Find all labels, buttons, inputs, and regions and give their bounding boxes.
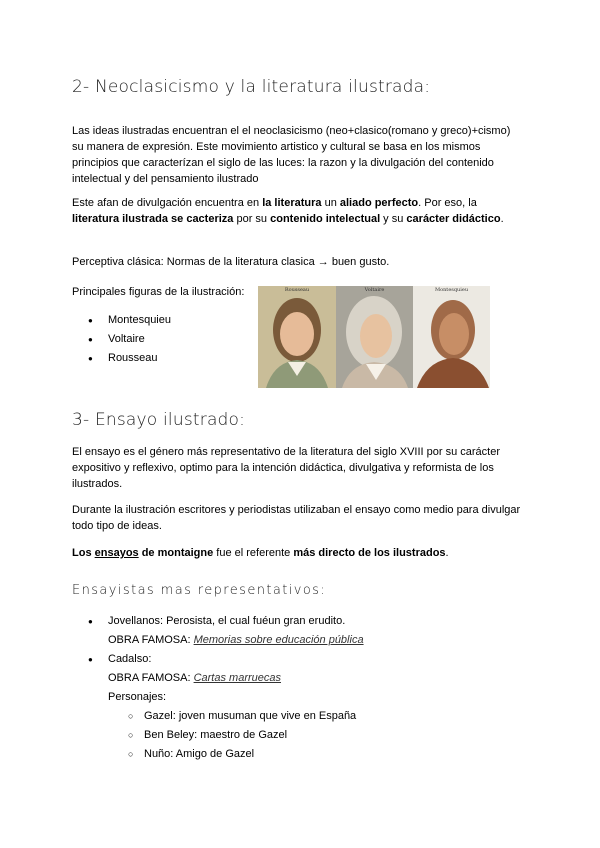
list-item: ○ Ben Beley: maestro de Gazel <box>108 726 532 745</box>
bold-text: literatura ilustrada se cacteriza <box>72 213 234 225</box>
characters-container <box>72 707 532 764</box>
ensayistas-subtitle: Ensayistas mas representativos: <box>72 583 327 598</box>
portrait-caption: Montesquieu <box>434 287 469 293</box>
author-name: Jovellanos: Perosista, el cual fuéun gran erudito. <box>108 615 346 627</box>
ensayo-paragraph: El ensayo es el género más representativo de la literatura del siglo XVIII por su carácter expositivo y reflexivo, optimo para la intención didáctica, divulgativa y reformista de los ilustrados. <box>72 446 501 490</box>
list-item: ○ Nuño: Amigo de Gazel <box>108 745 532 764</box>
montaigne-line <box>72 545 528 561</box>
neoclasicismo-paragraph: Las ideas ilustradas encuentran el el neoclasicismo (neo+clasico(romano y greco)+cismo) su manera de expresión. Este movimiento artistico y cultural se basa en los mismos principios que caracterízan el siglo de las luces: la razon y la divulgación del contenido intelectual y del pensamiento ilustrado <box>72 125 511 185</box>
list-item: ○ Gazel: joven musuman que vive en España <box>108 707 532 726</box>
rousseau-portrait <box>258 286 336 388</box>
text: Este afan de divulgación encuentra en <box>72 197 263 209</box>
text: . <box>445 547 449 559</box>
list-item: ● Voltaire <box>72 330 171 349</box>
perceptiva-line: Perceptiva clásica: Normas de la literatura clasica → buen gusto. <box>72 256 390 268</box>
bold-text: carácter didáctico <box>406 213 501 225</box>
characters-label <box>72 688 532 707</box>
montesquieu-portrait <box>413 286 490 388</box>
bold-text: Los <box>72 547 95 559</box>
text: por su <box>233 213 271 225</box>
figures-label: Principales figuras de la ilustración: <box>72 286 245 298</box>
list-item: ● Rousseau <box>72 349 171 368</box>
characters-list <box>108 707 532 764</box>
list-item-cadalso <box>72 650 532 669</box>
portrait-caption: Voltaire <box>364 287 385 293</box>
text: . Por eso, la <box>418 197 477 209</box>
work-label: OBRA FAMOSA: <box>108 634 194 646</box>
divulgar-paragraph: Durante la ilustración escritores y periodistas utilizaban el ensayo como medio para divulgar todo tipo de ideas. <box>72 504 521 532</box>
authors-list <box>72 612 532 764</box>
portraits-image <box>258 286 490 388</box>
list-item: ● Montesquieu <box>72 311 171 330</box>
portrait-caption: Rousseau <box>284 287 310 293</box>
section-2-title: 2- Neoclasicismo y la literatura ilustrada: <box>72 77 431 97</box>
list-item-jovellanos <box>72 612 532 631</box>
section-3-title: 3- Ensayo ilustrado: <box>72 410 246 430</box>
work-label: OBRA FAMOSA: <box>108 672 194 684</box>
work-line <box>72 631 532 650</box>
text: y su <box>380 213 407 225</box>
bold-text: la literatura <box>262 197 322 209</box>
characters-label-text: Personajes: <box>108 691 167 703</box>
work-title: Cartas marruecas <box>193 672 281 684</box>
underlined-bold-text: ensayos <box>94 547 139 559</box>
author-name: Cadalso: <box>108 653 152 665</box>
voltaire-portrait <box>336 286 413 388</box>
bold-text: más directo de los ilustrados <box>293 547 446 559</box>
bold-text: aliado perfecto <box>339 197 419 209</box>
bold-text: de montaigne <box>138 547 214 559</box>
text: fue el referente <box>213 547 294 559</box>
text: un <box>321 197 340 209</box>
text: . <box>500 213 504 225</box>
divulgacion-paragraph <box>72 195 522 227</box>
bold-text: contenido intelectual <box>270 213 381 225</box>
work-line <box>72 669 532 688</box>
work-title: Memorias sobre educación pública <box>193 634 364 646</box>
figures-list <box>72 311 171 368</box>
